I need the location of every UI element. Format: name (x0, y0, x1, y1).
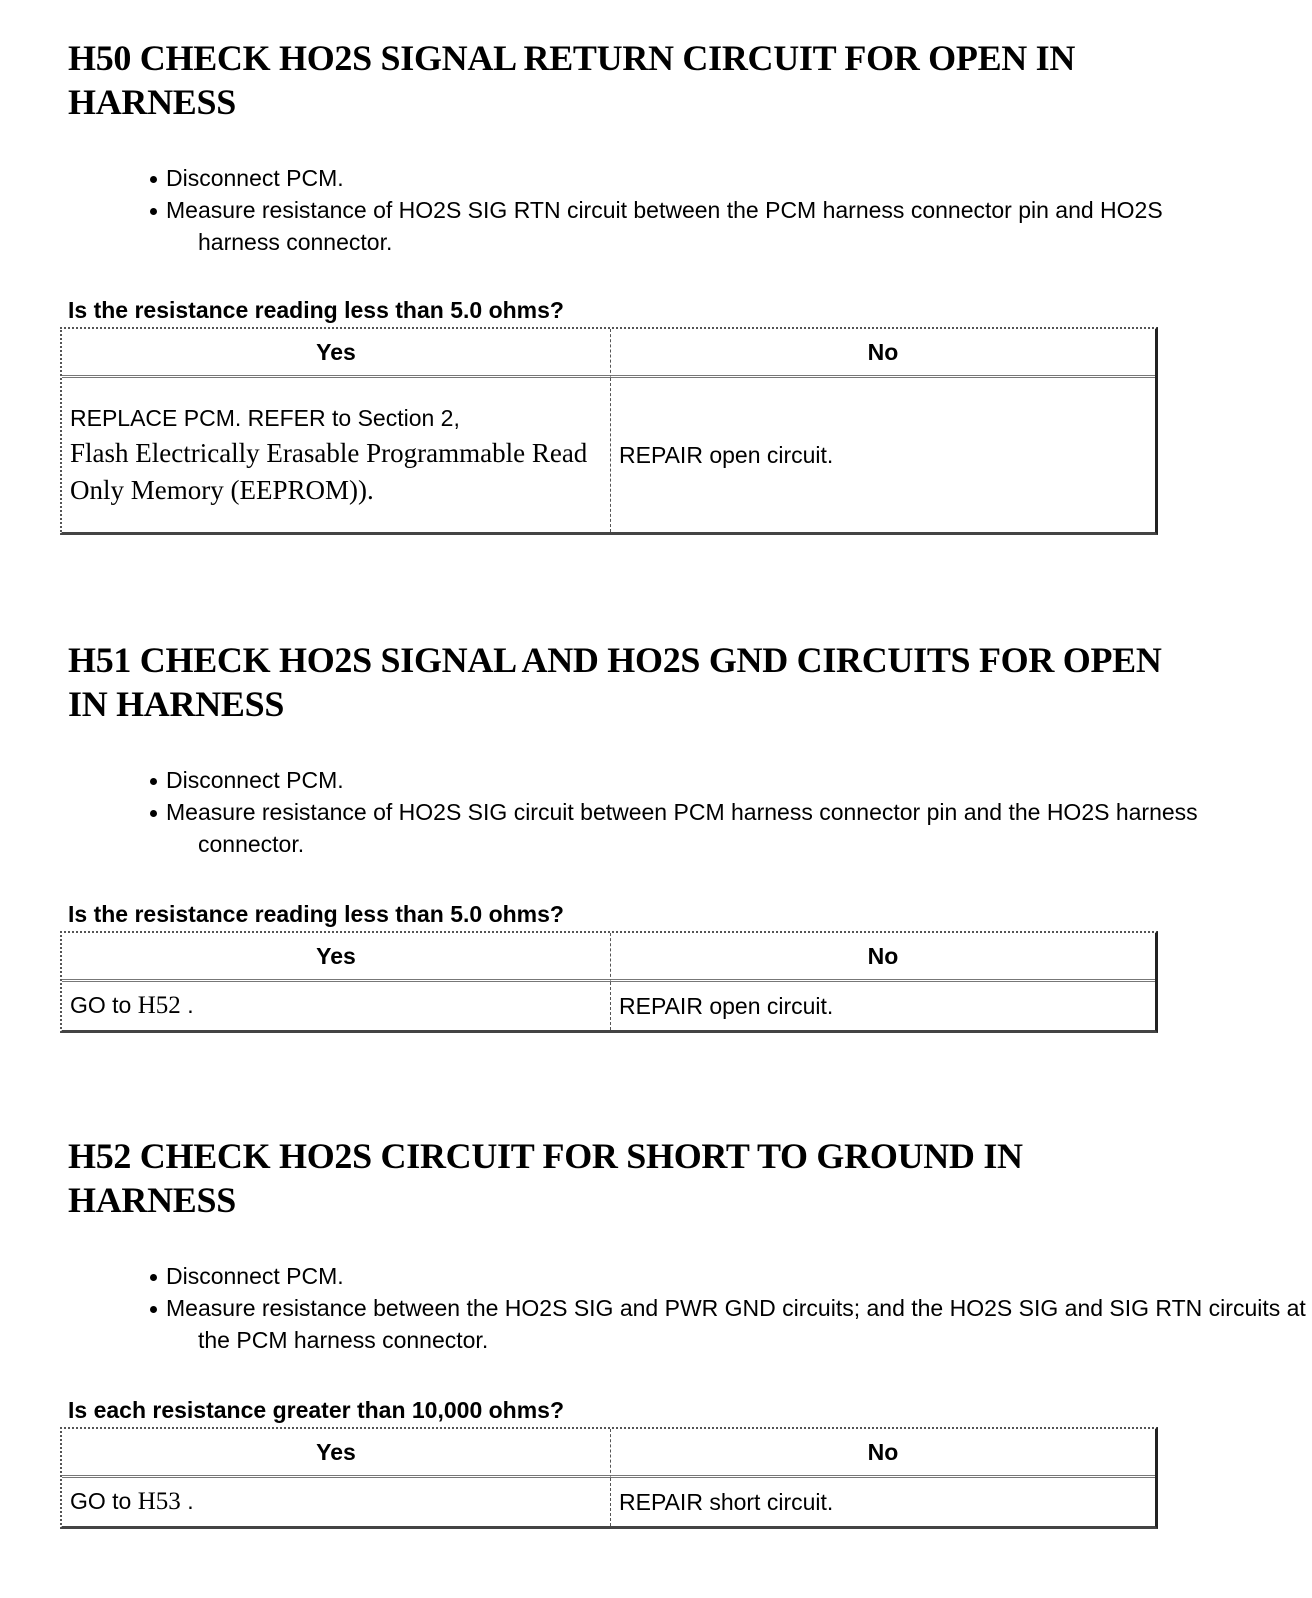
step-title: H52 CHECK HO2S CIRCUIT FOR SHORT TO GROUND IN HARNESS (68, 1136, 1023, 1220)
yes-no-table (60, 1427, 1158, 1529)
list-item: Measure resistance of HO2S SIG circuit between PCM harness connector pin and the HO2S harness connector. (146, 796, 1236, 860)
step-title: H50 CHECK HO2S SIGNAL RETURN CIRCUIT FOR OPEN IN HARNESS (68, 38, 1076, 122)
list-item: Disconnect PCM. (146, 1260, 1306, 1292)
yes-no-table (60, 931, 1158, 1033)
question: Is the resistance reading less than 5.0 ohms? (68, 297, 564, 323)
no-header: No (610, 329, 1155, 378)
bullet-icon (150, 208, 157, 215)
list-item: Disconnect PCM. (146, 764, 1236, 796)
section-h52 (68, 1134, 1306, 1515)
goto-link-h53[interactable]: H53 (137, 1488, 181, 1515)
yes-header: Yes (62, 933, 610, 982)
step-title: H51 CHECK HO2S SIGNAL AND HO2S GND CIRCUITS FOR OPEN IN HARNESS (68, 640, 1162, 724)
list-item: Measure resistance between the HO2S SIG and PWR GND circuits; and the HO2S SIG and SIG RTN circuits at the PCM harness connector. (146, 1292, 1306, 1356)
yes-cell: GO to H52 . (70, 992, 194, 1019)
step-list (146, 764, 1236, 860)
no-cell: REPAIR open circuit. (610, 982, 1155, 1030)
no-cell: REPAIR short circuit. (610, 1478, 1155, 1526)
bullet-icon (150, 778, 157, 785)
no-header: No (610, 1429, 1155, 1478)
question: Is the resistance reading less than 5.0 ohms? (68, 901, 564, 927)
question: Is each resistance greater than 10,000 ohms? (68, 1397, 565, 1423)
yes-cell: GO to H53 . (70, 1488, 194, 1515)
list-item: Measure resistance of HO2S SIG RTN circuit between the PCM harness connector pin and HO2S harness connector. (146, 194, 1236, 258)
list-item: Disconnect PCM. (146, 162, 1236, 194)
no-cell: REPAIR open circuit. (610, 378, 1155, 532)
no-header: No (610, 933, 1155, 982)
bullet-icon (150, 810, 157, 817)
bullet-icon (150, 176, 157, 183)
eeprom-reference[interactable]: Flash Electrically Erasable Programmable Read Only Memory (EEPROM)). (70, 438, 588, 505)
bullet-icon (150, 1274, 157, 1281)
yes-header: Yes (62, 1429, 610, 1478)
yes-no-table (60, 327, 1158, 535)
step-list (146, 162, 1236, 258)
step-list (146, 1260, 1306, 1356)
section-h50 (68, 36, 1298, 505)
yes-cell: REPLACE PCM. REFER to Section 2, Flash Electrically Erasable Programmable Read Only Memory (EEPROM)). (62, 378, 610, 532)
yes-header: Yes (62, 329, 610, 378)
bullet-icon (150, 1306, 157, 1313)
goto-link-h52[interactable]: H52 (137, 992, 181, 1019)
section-h51 (68, 638, 1298, 1019)
